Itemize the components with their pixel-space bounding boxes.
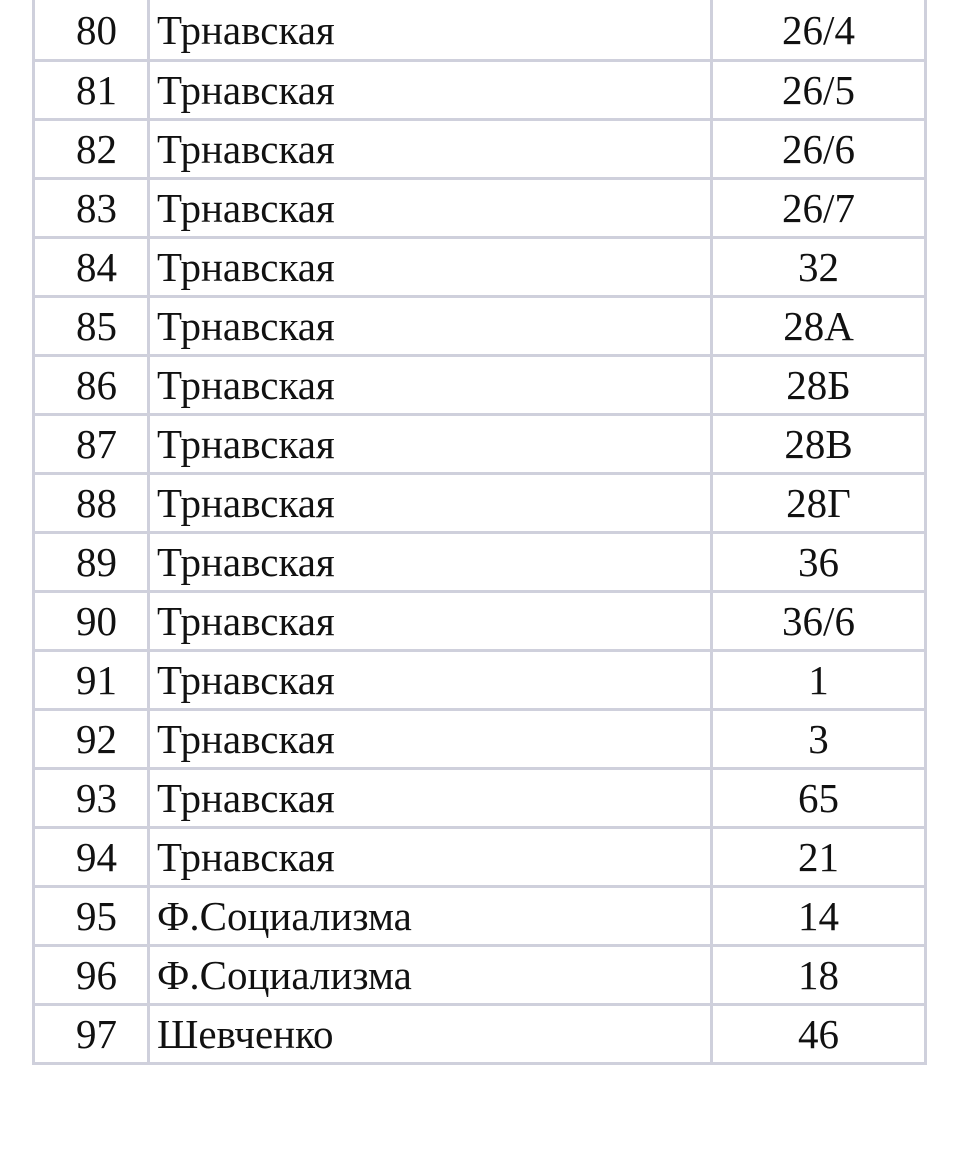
row-number-cell: 97 xyxy=(34,1005,149,1064)
table-row xyxy=(34,0,926,61)
street-cell: Трнавская xyxy=(149,651,712,710)
table-row xyxy=(34,1005,926,1064)
street-cell: Трнавская xyxy=(149,120,712,179)
row-number-cell: 90 xyxy=(34,592,149,651)
row-number-cell: 83 xyxy=(34,179,149,238)
street-cell: Трнавская xyxy=(149,828,712,887)
house-number-cell: 28А xyxy=(712,297,926,356)
street-cell: Ф.Социализма xyxy=(149,946,712,1005)
house-number-cell: 46 xyxy=(712,1005,926,1064)
table-row xyxy=(34,710,926,769)
house-number-cell: 65 xyxy=(712,769,926,828)
house-number-cell: 28Г xyxy=(712,474,926,533)
street-cell: Трнавская xyxy=(149,415,712,474)
house-number-cell: 3 xyxy=(712,710,926,769)
table-row xyxy=(34,120,926,179)
row-number-cell: 92 xyxy=(34,710,149,769)
table-row xyxy=(34,828,926,887)
row-number-cell: 85 xyxy=(34,297,149,356)
street-cell: Трнавская xyxy=(149,179,712,238)
row-number-cell: 87 xyxy=(34,415,149,474)
row-number-cell: 94 xyxy=(34,828,149,887)
house-number-cell: 36/6 xyxy=(712,592,926,651)
street-cell: Трнавская xyxy=(149,710,712,769)
house-number-cell: 26/6 xyxy=(712,120,926,179)
house-number-cell: 28В xyxy=(712,415,926,474)
table-row xyxy=(34,946,926,1005)
table-row xyxy=(34,238,926,297)
street-cell: Трнавская xyxy=(149,238,712,297)
table-row xyxy=(34,297,926,356)
table-row xyxy=(34,179,926,238)
row-number-cell: 81 xyxy=(34,61,149,120)
street-cell: Трнавская xyxy=(149,356,712,415)
row-number-cell: 96 xyxy=(34,946,149,1005)
house-number-cell: 36 xyxy=(712,533,926,592)
street-cell: Трнавская xyxy=(149,474,712,533)
house-number-cell: 21 xyxy=(712,828,926,887)
house-number-cell: 26/5 xyxy=(712,61,926,120)
street-cell: Ф.Социализма xyxy=(149,887,712,946)
street-cell: Трнавская xyxy=(149,61,712,120)
row-number-cell: 88 xyxy=(34,474,149,533)
house-number-cell: 26/4 xyxy=(712,0,926,61)
row-number-cell: 89 xyxy=(34,533,149,592)
table-row xyxy=(34,61,926,120)
row-number-cell: 86 xyxy=(34,356,149,415)
street-cell: Трнавская xyxy=(149,0,712,61)
address-table-body xyxy=(34,0,926,1064)
row-number-cell: 82 xyxy=(34,120,149,179)
table-row xyxy=(34,592,926,651)
house-number-cell: 32 xyxy=(712,238,926,297)
house-number-cell: 18 xyxy=(712,946,926,1005)
table-row xyxy=(34,356,926,415)
house-number-cell: 26/7 xyxy=(712,179,926,238)
table-row xyxy=(34,769,926,828)
street-cell: Трнавская xyxy=(149,592,712,651)
address-table xyxy=(32,0,927,1065)
row-number-cell: 80 xyxy=(34,0,149,61)
house-number-cell: 28Б xyxy=(712,356,926,415)
row-number-cell: 91 xyxy=(34,651,149,710)
table-row xyxy=(34,651,926,710)
street-cell: Трнавская xyxy=(149,297,712,356)
row-number-cell: 93 xyxy=(34,769,149,828)
street-cell: Шевченко xyxy=(149,1005,712,1064)
table-row xyxy=(34,533,926,592)
row-number-cell: 95 xyxy=(34,887,149,946)
street-cell: Трнавская xyxy=(149,769,712,828)
street-cell: Трнавская xyxy=(149,533,712,592)
table-row xyxy=(34,887,926,946)
address-table-sheet xyxy=(32,0,924,1065)
house-number-cell: 14 xyxy=(712,887,926,946)
house-number-cell: 1 xyxy=(712,651,926,710)
row-number-cell: 84 xyxy=(34,238,149,297)
table-row xyxy=(34,474,926,533)
table-row xyxy=(34,415,926,474)
